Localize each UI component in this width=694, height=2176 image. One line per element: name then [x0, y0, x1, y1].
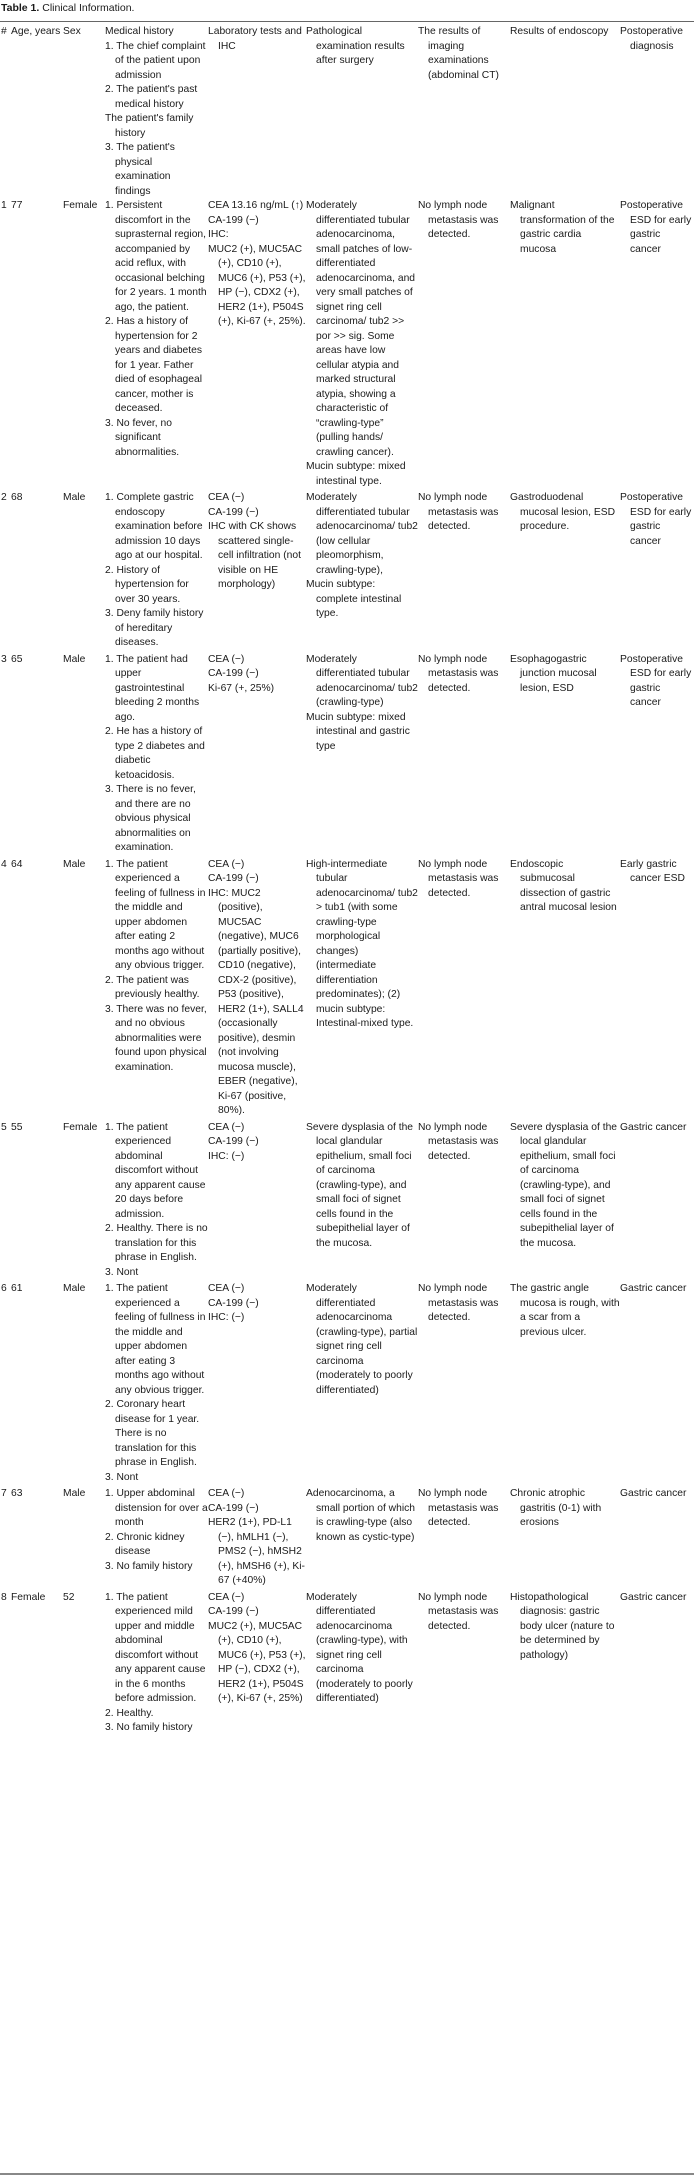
- header-num: #: [1, 26, 7, 37]
- cell-diagnosis: Postoperative ESD for early gastric cancer: [620, 200, 692, 255]
- cell-lab-line: Ki-67 (+, 25%): [208, 682, 275, 694]
- cell-imaging: No lymph node metastasis was detected.: [418, 1488, 499, 1528]
- cell-diagnosis: Postoperative ESD for early gastric cancer: [620, 653, 692, 708]
- cell-medical-history-line: 3. Nont: [105, 1471, 139, 1483]
- cell-age: 65: [11, 653, 23, 665]
- cell-pathology-line: Severe dysplasia of the local glandular epithelium, small foci of carcinoma (crawling-type), and small foci of signet cells found in the subepithelial layer of the mucosa.: [306, 1121, 414, 1249]
- cell-medical-history-line: 1. The patient experienced mild upper and middle abdominal discomfort without any apparent cause in the 6 months before admission.: [105, 1591, 206, 1704]
- table-row: [0, 1591, 694, 1738]
- table-body: [0, 199, 694, 1738]
- cell-diagnosis: Early gastric cancer ESD: [620, 858, 685, 884]
- cell-num: 2: [1, 492, 7, 503]
- cell-imaging: No lymph node metastasis was detected.: [418, 858, 499, 899]
- table-row: [0, 1121, 694, 1283]
- cell-lab: [208, 199, 306, 491]
- cell-medical-history: [105, 1591, 208, 1738]
- cell-medical-history-line: 3. No family history: [105, 1560, 193, 1572]
- table-top-rule: [0, 21, 694, 22]
- cell-num: 4: [1, 858, 7, 870]
- cell-age: 61: [11, 1283, 23, 1294]
- table-caption: [1, 1, 134, 15]
- clinical-information-table: [0, 25, 694, 1738]
- table-bottom-rule: [0, 2173, 694, 2175]
- cell-lab-line: IHC:: [208, 229, 229, 240]
- cell-medical-history-line: 1. The patient experienced abdominal discomfort without any apparent cause 20 days before admission.: [105, 1121, 206, 1220]
- cell-imaging: No lymph node metastasis was detected.: [418, 1283, 499, 1323]
- table-row: [0, 1487, 694, 1591]
- cell-lab-line: CEA (−): [208, 492, 245, 503]
- cell-sex: Male: [63, 653, 86, 665]
- cell-lab: [208, 858, 306, 1121]
- cell-pathology-line: Moderately differentiated tubular adenocarcinoma, small patches of low-differentiated adenocarcinoma, and very small patches of signet ring cell carcinoma/ tub2 >> por >> sig. Some areas have low cellular atypia and marked structural atypia, showing a characteristic of “crawling-type” (pulling hands/ crawling cancer).: [306, 200, 416, 458]
- cell-medical-history: [105, 1282, 208, 1487]
- cell-lab-line: CA-199 (−): [208, 1136, 259, 1147]
- cell-medical-history-line: 2. History of hypertension for over 30 years.: [105, 564, 189, 605]
- cell-lab-line: CEA (−): [208, 858, 245, 870]
- cell-age: 64: [11, 858, 23, 870]
- cell-medical-history-line: 2. Chronic kidney disease: [105, 1531, 185, 1557]
- cell-imaging: No lymph node metastasis was detected.: [418, 653, 499, 694]
- cell-endoscopy: Endoscopic submucosal dissection of gastric antral mucosal lesion: [510, 858, 617, 913]
- cell-sex: Female: [63, 200, 98, 211]
- cell-age: 68: [11, 492, 23, 503]
- cell-sex: 52: [63, 1591, 75, 1603]
- cell-medical-history-line: 2. He has a history of type 2 diabetes and diabetic ketoacidosis.: [105, 726, 205, 781]
- table-row: [0, 491, 694, 653]
- cell-medical-history-line: 3. No fever, no significant abnormalities.: [105, 417, 180, 458]
- cell-pathology-line: Moderately differentiated tubular adenocarcinoma/ tub2 (crawling-type): [306, 653, 418, 708]
- cell-medical-history-line: 2. Has a history of hypertension for 2 years and diabetes for 1 year. Father died of esophageal cancer, mother is deceased.: [105, 316, 203, 414]
- cell-pathology: [306, 491, 418, 653]
- table-caption-title: Clinical Information.: [42, 2, 135, 14]
- cell-pathology-line: High-intermediate tubular adenocarcinoma/ tub2 > tub1 (with some crawling-type morphological changes) (intermediate differentiation predominates); (2) mucin subtype: Intestinal-mixed type.: [306, 858, 418, 1029]
- cell-lab-line: IHC: (−): [208, 1312, 245, 1323]
- cell-medical-history: [105, 199, 208, 491]
- header-row: [0, 25, 694, 199]
- cell-diagnosis: Gastric cancer: [620, 1283, 687, 1294]
- cell-endoscopy: Gastroduodenal mucosal lesion, ESD procedure.: [510, 492, 615, 532]
- cell-endoscopy: Malignant transformation of the gastric cardia mucosa: [510, 200, 615, 255]
- cell-endoscopy: The gastric angle mucosa is rough, with a scar from a previous ulcer.: [510, 1283, 620, 1338]
- cell-age: 55: [11, 1121, 23, 1133]
- cell-medical-history-line: 1. The patient experienced a feeling of fullness in the middle and upper abdomen after eating 2 months ago without any obvious trigger.: [105, 858, 206, 971]
- cell-medical-history-line: 3. There is no fever, and there are no obvious physical abnormalities on examination.: [105, 784, 196, 853]
- cell-pathology: [306, 1487, 418, 1591]
- cell-pathology: [306, 1282, 418, 1487]
- cell-medical-history: [105, 653, 208, 858]
- cell-medical-history-line: 1. Persistent discomfort in the suprasternal region, accompanied by acid reflux, with occasional belching for 2 years. 1 month ago, the patient.: [105, 200, 207, 313]
- cell-diagnosis: Gastric cancer: [620, 1488, 687, 1499]
- cell-lab: [208, 1121, 306, 1283]
- cell-lab-line: CEA (−): [208, 1591, 245, 1603]
- cell-pathology: [306, 858, 418, 1121]
- cell-pathology-line: Moderately differentiated adenocarcinoma (crawling-type), partial signet ring cell carcinoma (moderately to poorly differentiated): [306, 1283, 418, 1396]
- cell-endoscopy: Chronic atrophic gastritis (0-1) with erosions: [510, 1488, 602, 1528]
- cell-pathology: [306, 1121, 418, 1283]
- cell-lab-line: IHC with CK shows scattered single-cell infiltration (not visible on HE morphology): [208, 521, 301, 590]
- cell-num: 5: [1, 1121, 7, 1133]
- cell-medical-history: [105, 1121, 208, 1283]
- table-row: [0, 858, 694, 1121]
- cell-imaging: No lymph node metastasis was detected.: [418, 1121, 499, 1162]
- cell-pathology-line: Mucin subtype: mixed intestinal type.: [306, 461, 406, 487]
- cell-medical-history-line: 1. The patient had upper gastrointestinal bleeding 2 months ago.: [105, 653, 200, 723]
- cell-medical-history-line: 1. The patient experienced a feeling of fullness in the middle and upper abdomen after eating 3 months ago without any obvious trigger.: [105, 1283, 206, 1396]
- cell-pathology-line: Mucin subtype: mixed intestinal and gastric type: [306, 711, 410, 752]
- cell-imaging: No lymph node metastasis was detected.: [418, 492, 499, 532]
- cell-num: 1: [1, 200, 7, 211]
- cell-lab-line: CA-199 (−): [208, 1606, 259, 1617]
- cell-lab: [208, 653, 306, 858]
- cell-lab-line: CEA (−): [208, 1283, 245, 1294]
- cell-sex: Female: [63, 1121, 98, 1133]
- cell-pathology: [306, 653, 418, 858]
- cell-lab-line: MUC2 (+), MUC5AC (+), CD10 (+), MUC6 (+), P53 (+), HP (−), CDX2 (+), HER2 (1+), P504S (+), Ki-67 (+, 25%).: [208, 243, 306, 327]
- cell-num: 8: [1, 1591, 7, 1603]
- cell-pathology-line: Moderately differentiated adenocarcinoma (crawling-type), with signet ring cell carcinoma (moderately to poorly differentiated): [306, 1591, 413, 1704]
- cell-lab-line: IHC: MUC2 (positive), MUC5AC (negative), MUC6 (partially positive), CD10 (negative), CDX-2 (positive), P53 (positive), HER2 (1+), SALL4 (occasionally positive), desmin (not involving mucosa muscle), EBER (negative), Ki-67 (positive, 80%).: [208, 887, 304, 1116]
- cell-diagnosis: Gastric cancer: [620, 1591, 687, 1603]
- cell-lab-line: CA-199 (−): [208, 1502, 259, 1514]
- cell-lab-line: CA-199 (−): [208, 1297, 259, 1309]
- header-medical-history: Medical history 1. The chief complaint of the patient upon admission 2. The patient's past medical history The patient's family history 3. The patient's physical examination findings: [105, 26, 206, 197]
- header-age: Age, years: [11, 26, 61, 37]
- cell-lab-line: CEA (−): [208, 1121, 245, 1133]
- cell-lab: [208, 1282, 306, 1487]
- cell-medical-history: [105, 858, 208, 1121]
- cell-diagnosis: Gastric cancer: [620, 1121, 687, 1133]
- header-endoscopy: Results of endoscopy: [510, 26, 609, 37]
- table-row: [0, 653, 694, 858]
- cell-sex: Male: [63, 1488, 86, 1499]
- header-diagnosis: Postoperative diagnosis: [620, 26, 683, 52]
- cell-medical-history-line: 3. There was no fever, and no obvious abnormalities were found upon physical examination.: [105, 1003, 207, 1073]
- cell-medical-history-line: 3. Nont: [105, 1266, 139, 1278]
- header-imaging: The results of imaging examinations (abdominal CT): [418, 26, 499, 81]
- table-row: [0, 199, 694, 491]
- cell-imaging: No lymph node metastasis was detected.: [418, 1591, 499, 1632]
- cell-pathology-line: Mucin subtype: complete intestinal type.: [306, 579, 402, 619]
- cell-num: 7: [1, 1488, 7, 1499]
- cell-medical-history-line: 3. Deny family history of hereditary diseases.: [105, 608, 204, 648]
- cell-endoscopy: Histopathological diagnosis: gastric body ulcer (nature to be determined by pathology): [510, 1591, 615, 1661]
- cell-age: 77: [11, 200, 23, 211]
- cell-num: 3: [1, 653, 7, 665]
- cell-pathology-line: Moderately differentiated tubular adenocarcinoma/ tub2 (low cellular pleomorphism, crawling-type),: [306, 492, 418, 576]
- header-pathology: Pathological examination results after surgery: [306, 26, 405, 66]
- cell-diagnosis: Postoperative ESD for early gastric cancer: [620, 492, 692, 547]
- cell-lab-line: HER2 (1+), PD-L1 (−), hMLH1 (−), PMS2 (−), hMSH2 (+), hMSH6 (+), Ki-67 (+40%): [208, 1517, 305, 1586]
- cell-pathology: [306, 1591, 418, 1738]
- cell-sex: Male: [63, 858, 86, 870]
- cell-lab-line: MUC2 (+), MUC5AC (+), CD10 (+), MUC6 (+), P53 (+), HP (−), CDX2 (+), HER2 (1+), P504S (+), Ki-67 (+, 25%): [208, 1620, 306, 1704]
- cell-medical-history-line: 2. The patient was previously healthy.: [105, 974, 200, 1000]
- cell-num: 6: [1, 1283, 7, 1294]
- cell-sex: Male: [63, 492, 86, 503]
- cell-lab-line: CA-199 (−): [208, 668, 259, 679]
- cell-lab-line: IHC: (−): [208, 1150, 245, 1162]
- table-caption-label: Table 1.: [1, 2, 40, 14]
- cell-medical-history: [105, 1487, 208, 1591]
- cell-medical-history-line: 2. Healthy.: [105, 1707, 154, 1719]
- cell-age: 63: [11, 1488, 23, 1499]
- cell-pathology-line: Adenocarcinoma, a small portion of which is crawling-type (also known as cystic-type): [306, 1488, 416, 1543]
- cell-lab-line: CEA (−): [208, 653, 245, 665]
- cell-lab: [208, 491, 306, 653]
- cell-lab: [208, 1487, 306, 1591]
- table-row: [0, 1282, 694, 1487]
- cell-lab-line: CA-199 (−): [208, 214, 259, 226]
- cell-endoscopy: Esophagogastric junction mucosal lesion, ESD: [510, 653, 597, 694]
- cell-lab: [208, 1591, 306, 1738]
- cell-medical-history-line: 2. Coronary heart disease for 1 year. There is no translation for this phrase in English.: [105, 1399, 200, 1468]
- cell-imaging: No lymph node metastasis was detected.: [418, 200, 499, 240]
- header-lab: Laboratory tests and IHC: [208, 26, 302, 52]
- cell-age: Female: [11, 1591, 46, 1603]
- cell-sex: Male: [63, 1283, 86, 1294]
- cell-lab-line: CEA 13.16 ng/mL (↑): [208, 200, 304, 211]
- cell-medical-history-line: 3. No family history: [105, 1722, 193, 1733]
- cell-lab-line: CEA (−): [208, 1488, 245, 1499]
- cell-medical-history-line: 1. Complete gastric endoscopy examination before admission 10 days ago at our hospital.: [105, 492, 203, 561]
- cell-lab-line: CA-199 (−): [208, 506, 259, 518]
- cell-lab-line: CA-199 (−): [208, 873, 259, 884]
- cell-medical-history-line: 1. Upper abdominal distension for over a month: [105, 1488, 208, 1528]
- cell-medical-history: [105, 491, 208, 653]
- cell-medical-history-line: 2. Healthy. There is no translation for this phrase in English.: [105, 1223, 208, 1263]
- header-sex: Sex: [63, 26, 81, 37]
- cell-pathology: [306, 199, 418, 491]
- cell-endoscopy: Severe dysplasia of the local glandular epithelium, small foci of carcinoma (crawling-type), and small foci of signet cells found in the subepithelial layer of the mucosa.: [510, 1121, 618, 1249]
